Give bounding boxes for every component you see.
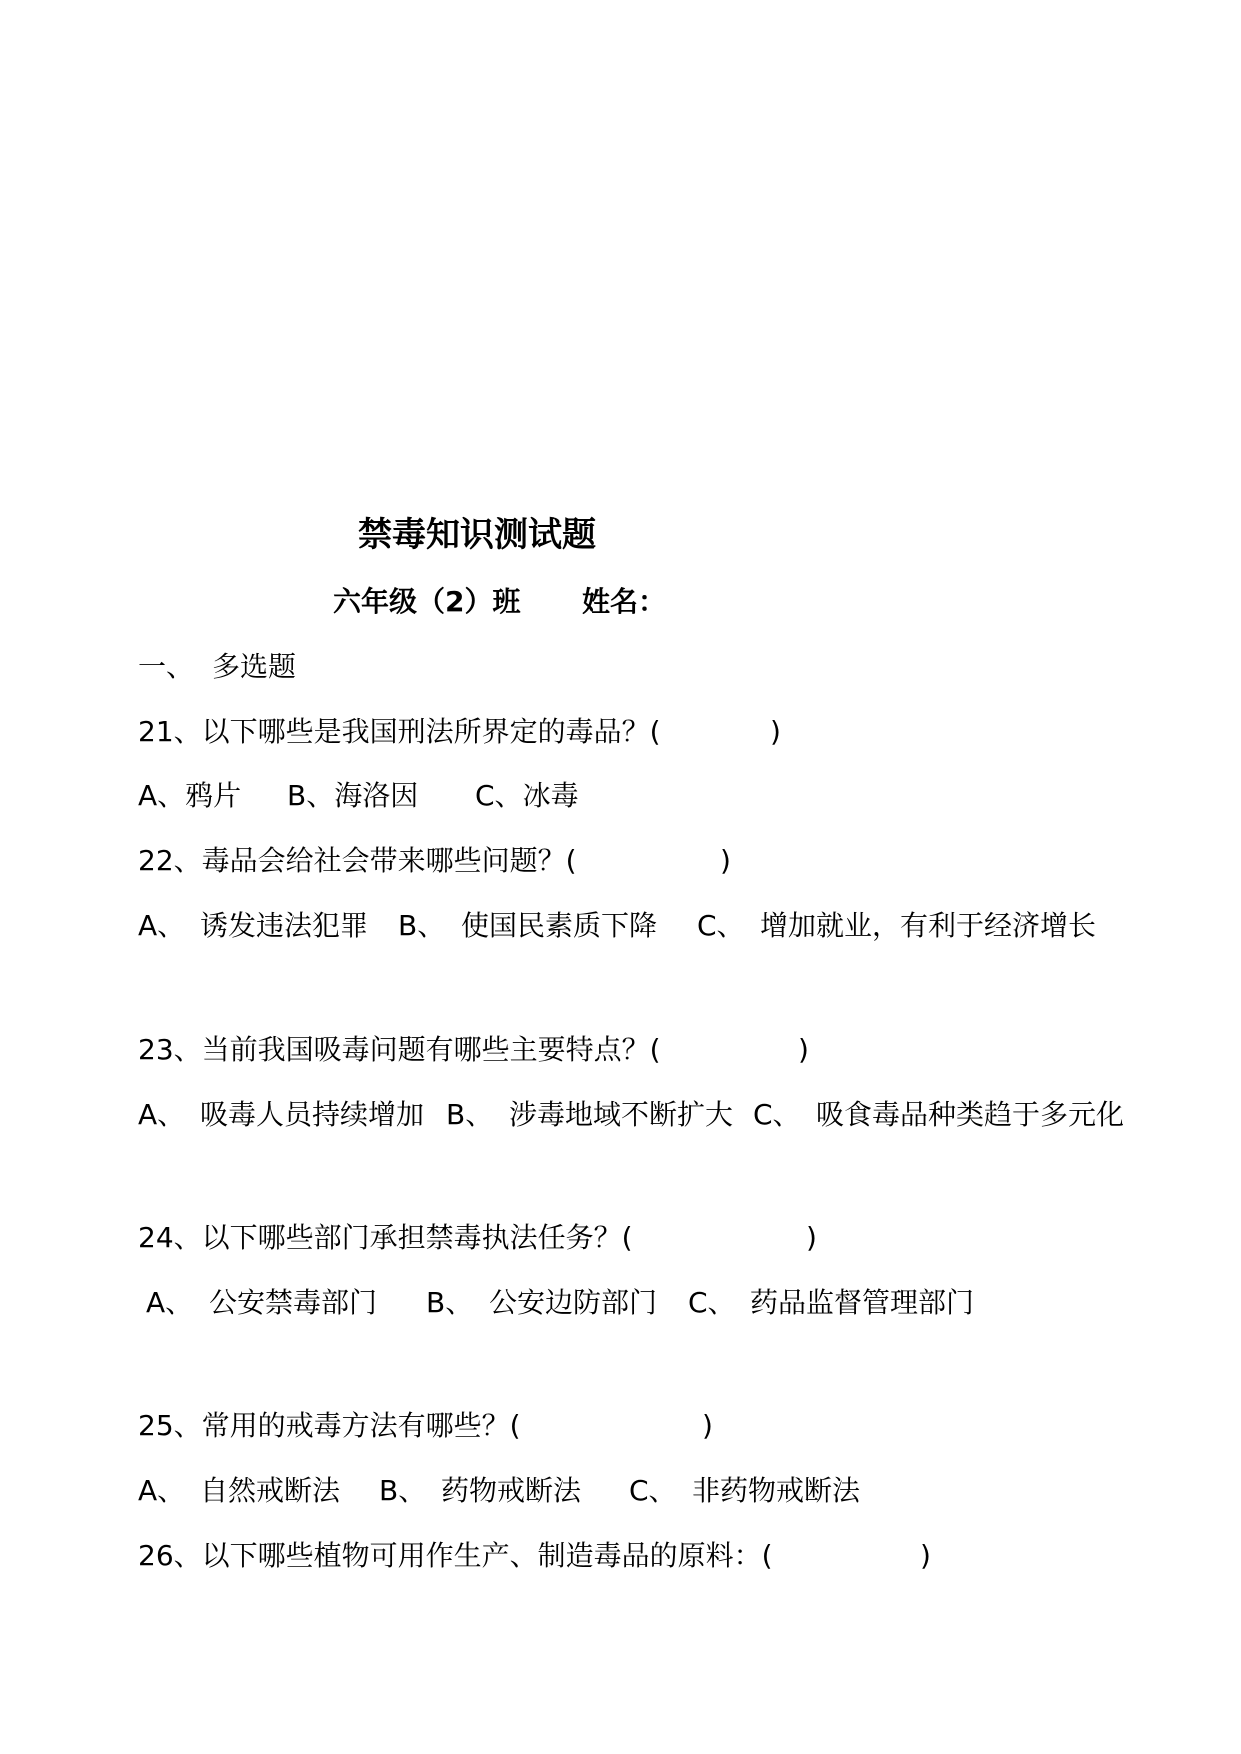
- option-b-label: B、: [379, 1474, 427, 1507]
- question-26: [138, 1536, 773, 1576]
- option-b-label: B、: [426, 1286, 474, 1319]
- question-text: 毒品会给社会带来哪些问题？(: [201, 844, 577, 877]
- answer-close-paren: ): [920, 1539, 931, 1572]
- option-a-text: 吸毒人员持续增加: [200, 1098, 425, 1131]
- section-title: 多选题: [212, 650, 297, 683]
- question-24: [138, 1218, 633, 1258]
- question-text: 以下哪些植物可用作生产、制造毒品的原料：(: [201, 1539, 773, 1572]
- options-22-a: [138, 906, 185, 946]
- answer-close-paren: ): [806, 1221, 817, 1254]
- question-number: 24、: [138, 1221, 202, 1254]
- question-number: 26、: [138, 1539, 202, 1572]
- option-c-text: 冰毒: [522, 779, 579, 812]
- option-b-text: 公安边防部门: [489, 1286, 658, 1319]
- option-a-text: 诱发违法犯罪: [200, 909, 369, 942]
- option-a-text: 自然戒断法: [200, 1474, 341, 1507]
- option-c-text: 非药物戒断法: [692, 1474, 861, 1507]
- page-title: 禁毒知识测试题: [358, 515, 596, 555]
- options-21-b: [287, 776, 418, 816]
- question-text: 以下哪些部门承担禁毒执法任务？(: [201, 1221, 633, 1254]
- option-c-text: 增加就业，有利于经济增长: [760, 909, 1097, 942]
- option-b-text: 海洛因: [334, 779, 419, 812]
- option-a-label: A、: [138, 1474, 186, 1507]
- option-a-label: A、: [138, 1098, 186, 1131]
- answer-close-paren: ): [720, 844, 731, 877]
- option-a-label: A、: [146, 1286, 194, 1319]
- question-number: 22、: [138, 844, 202, 877]
- option-a-text: 鸦片: [185, 779, 242, 812]
- answer-close-paren: ): [770, 715, 781, 748]
- option-c-label: C、: [753, 1098, 801, 1131]
- option-c-label: C、: [475, 779, 523, 812]
- option-b-text: 药物戒断法: [441, 1474, 582, 1507]
- option-a-label: A、: [138, 909, 186, 942]
- answer-close-paren: ): [702, 1409, 713, 1442]
- option-c-text: 吸食毒品种类趋于多元化: [816, 1098, 1125, 1131]
- question-text: 以下哪些是我国刑法所界定的毒品？(: [201, 715, 661, 748]
- option-c-label: C、: [688, 1286, 736, 1319]
- question-number: 21、: [138, 715, 202, 748]
- question-25: [138, 1406, 521, 1446]
- name-label: 姓名：: [582, 585, 667, 618]
- option-c-text: 药品监督管理部门: [750, 1286, 975, 1319]
- question-21: [138, 712, 661, 752]
- question-text: 当前我国吸毒问题有哪些主要特点？(: [201, 1033, 661, 1066]
- question-number: 23、: [138, 1033, 202, 1066]
- option-b-text: 涉毒地域不断扩大: [509, 1098, 734, 1131]
- option-a-label: A、: [138, 779, 186, 812]
- option-a-text: 公安禁毒部门: [209, 1286, 378, 1319]
- answer-close-paren: ): [798, 1033, 809, 1066]
- class-label: 六年级（2）班: [333, 585, 521, 618]
- option-b-label: B、: [446, 1098, 494, 1131]
- question-22: [138, 841, 577, 881]
- options-21-c: [475, 776, 579, 816]
- option-b-label: B、: [398, 909, 446, 942]
- option-c-label: C、: [697, 909, 745, 942]
- options-21: [138, 776, 241, 816]
- section-number: 一、: [138, 650, 195, 683]
- option-b-label: B、: [287, 779, 335, 812]
- question-text: 常用的戒毒方法有哪些？(: [201, 1409, 521, 1442]
- question-23: [138, 1030, 661, 1070]
- option-b-text: 使国民素质下降: [461, 909, 658, 942]
- option-c-label: C、: [629, 1474, 677, 1507]
- question-number: 25、: [138, 1409, 202, 1442]
